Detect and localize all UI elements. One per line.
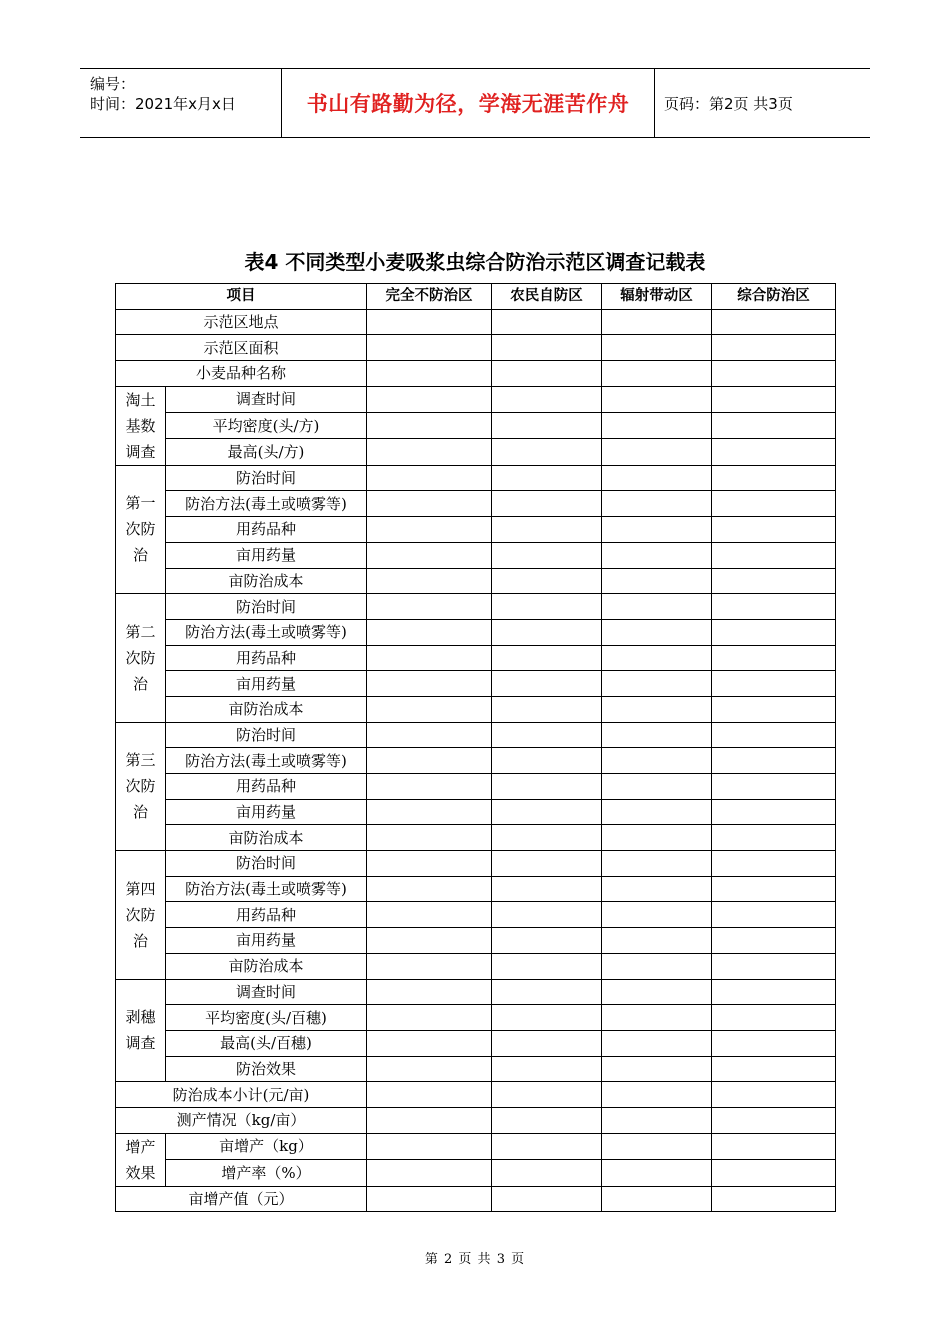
row-label: 示范区地点 — [116, 309, 367, 335]
row-label: 平均密度(头/百穗) — [166, 1005, 367, 1031]
table-cell[interactable] — [492, 799, 602, 825]
table-cell[interactable] — [492, 465, 602, 491]
table-cell[interactable] — [712, 413, 836, 439]
table-cell[interactable] — [712, 902, 836, 928]
table-cell[interactable] — [367, 594, 492, 620]
table-cell[interactable] — [712, 825, 836, 851]
table-row — [116, 722, 836, 748]
row-label: 最高(头/百穗) — [166, 1030, 367, 1056]
table-cell[interactable] — [602, 1030, 712, 1056]
table-cell[interactable] — [367, 825, 492, 851]
table-row — [116, 386, 836, 412]
table-cell[interactable] — [492, 1133, 602, 1160]
table-cell[interactable] — [602, 774, 712, 800]
table-row — [116, 1082, 836, 1108]
table-cell[interactable] — [367, 386, 492, 412]
table-header-row — [116, 284, 836, 310]
table-cell[interactable] — [602, 1005, 712, 1031]
table-cell[interactable] — [492, 594, 602, 620]
table-title: 表4 不同类型小麦吸浆虫综合防治示范区调查记载表 — [244, 250, 706, 274]
table-cell[interactable] — [492, 953, 602, 979]
table-cell[interactable] — [602, 1133, 712, 1160]
table-cell[interactable] — [492, 696, 602, 722]
table-cell[interactable] — [712, 928, 836, 954]
table-cell[interactable] — [602, 671, 712, 697]
table-row — [116, 825, 836, 851]
table-cell[interactable] — [492, 1056, 602, 1082]
table-cell[interactable] — [712, 979, 836, 1005]
table-cell[interactable] — [602, 851, 712, 877]
header-col-1: 完全不防治区 — [367, 284, 492, 310]
table-cell[interactable] — [367, 1082, 492, 1108]
header-col-4: 综合防治区 — [712, 284, 836, 310]
table-cell[interactable] — [367, 335, 492, 361]
table-row — [116, 413, 836, 439]
table-row — [116, 619, 836, 645]
table-row — [116, 542, 836, 568]
table-cell[interactable] — [712, 1082, 836, 1108]
row-label: 小麦品种名称 — [116, 361, 367, 387]
table-cell[interactable] — [492, 1030, 602, 1056]
table-row — [116, 902, 836, 928]
table-row — [116, 1107, 836, 1133]
table-cell[interactable] — [367, 722, 492, 748]
table-row — [116, 979, 836, 1005]
table-cell[interactable] — [712, 361, 836, 387]
table-cell[interactable] — [367, 465, 492, 491]
table-cell[interactable] — [712, 491, 836, 517]
table-cell[interactable] — [712, 696, 836, 722]
row-label: 亩用药量 — [166, 671, 367, 697]
table-cell[interactable] — [492, 439, 602, 465]
table-cell[interactable] — [712, 335, 836, 361]
table-cell[interactable] — [602, 619, 712, 645]
row-label: 测产情况（kg/亩） — [116, 1107, 367, 1133]
table-row — [116, 465, 836, 491]
table-cell[interactable] — [712, 386, 836, 412]
table-cell[interactable] — [602, 1056, 712, 1082]
group-label: 第一次防治 — [116, 465, 166, 593]
row-label: 亩用药量 — [166, 799, 367, 825]
group-label: 增产效果 — [116, 1133, 166, 1186]
row-label: 亩增产（kg） — [166, 1133, 367, 1160]
table-cell[interactable] — [712, 542, 836, 568]
table-cell[interactable] — [602, 1082, 712, 1108]
table-cell[interactable] — [712, 722, 836, 748]
table-row — [116, 439, 836, 465]
table-row — [116, 774, 836, 800]
table-cell[interactable] — [492, 386, 602, 412]
table-cell[interactable] — [492, 309, 602, 335]
table-cell[interactable] — [367, 1107, 492, 1133]
table-cell[interactable] — [492, 413, 602, 439]
table-cell[interactable] — [492, 361, 602, 387]
table-cell[interactable] — [712, 1030, 836, 1056]
table-cell[interactable] — [367, 671, 492, 697]
table-cell[interactable] — [602, 1160, 712, 1187]
table-cell[interactable] — [602, 979, 712, 1005]
row-label: 防治方法(毒土或喷雾等) — [166, 748, 367, 774]
group-label: 剥穗调查 — [116, 979, 166, 1082]
row-label: 防治时间 — [166, 851, 367, 877]
table-cell[interactable] — [367, 1030, 492, 1056]
table-cell[interactable] — [492, 542, 602, 568]
table-cell[interactable] — [492, 568, 602, 594]
table-cell[interactable] — [492, 851, 602, 877]
row-label: 防治时间 — [166, 594, 367, 620]
row-label: 最高(头/方) — [166, 439, 367, 465]
group-label: 淘土基数调查 — [116, 386, 166, 465]
table-cell[interactable] — [367, 619, 492, 645]
row-label: 防治方法(毒土或喷雾等) — [166, 619, 367, 645]
table-cell[interactable] — [367, 851, 492, 877]
table-row — [116, 953, 836, 979]
table-cell[interactable] — [492, 1107, 602, 1133]
table-cell[interactable] — [712, 309, 836, 335]
table-cell[interactable] — [602, 491, 712, 517]
row-label: 亩用药量 — [166, 928, 367, 954]
table-cell[interactable] — [712, 1186, 836, 1212]
table-cell[interactable] — [367, 953, 492, 979]
table-cell[interactable] — [367, 309, 492, 335]
group-label: 第三次防治 — [116, 722, 166, 850]
page-indicator — [654, 69, 870, 137]
table-cell[interactable] — [367, 928, 492, 954]
row-label: 用药品种 — [166, 774, 367, 800]
row-label: 示范区面积 — [116, 335, 367, 361]
table-cell[interactable] — [367, 361, 492, 387]
table-row — [116, 568, 836, 594]
table-cell[interactable] — [492, 1005, 602, 1031]
header-item: 项目 — [116, 284, 367, 310]
table-cell[interactable] — [602, 645, 712, 671]
table-cell[interactable] — [602, 542, 712, 568]
table-cell[interactable] — [712, 645, 836, 671]
table-row — [116, 309, 836, 335]
row-label: 防治方法(毒土或喷雾等) — [166, 876, 367, 902]
survey-table — [115, 283, 836, 1212]
table-cell[interactable] — [712, 619, 836, 645]
table-cell[interactable] — [367, 568, 492, 594]
table-cell[interactable] — [492, 979, 602, 1005]
table-cell[interactable] — [492, 671, 602, 697]
header-col-3: 辐射带动区 — [602, 284, 712, 310]
table-cell[interactable] — [367, 1005, 492, 1031]
table-row — [116, 799, 836, 825]
table-row — [116, 851, 836, 877]
table-cell[interactable] — [602, 825, 712, 851]
table-cell[interactable] — [602, 309, 712, 335]
row-label: 防治方法(毒土或喷雾等) — [166, 491, 367, 517]
table-cell[interactable] — [602, 386, 712, 412]
row-label: 调查时间 — [166, 979, 367, 1005]
table-cell[interactable] — [367, 774, 492, 800]
table-cell[interactable] — [367, 1160, 492, 1187]
table-cell[interactable] — [602, 876, 712, 902]
row-label: 亩防治成本 — [166, 825, 367, 851]
page-label: 页码：第2页 共3页 — [664, 94, 793, 113]
row-label: 防治成本小计(元/亩) — [116, 1082, 367, 1108]
table-cell[interactable] — [367, 517, 492, 543]
row-label: 防治时间 — [166, 722, 367, 748]
table-cell[interactable] — [712, 774, 836, 800]
table-cell[interactable] — [602, 748, 712, 774]
group-label: 第二次防治 — [116, 594, 166, 722]
row-label: 防治时间 — [166, 465, 367, 491]
table-cell[interactable] — [712, 953, 836, 979]
table-cell[interactable] — [492, 619, 602, 645]
table-cell[interactable] — [492, 748, 602, 774]
table-cell[interactable] — [367, 799, 492, 825]
table-row — [116, 1005, 836, 1031]
table-row — [116, 928, 836, 954]
table-cell[interactable] — [602, 928, 712, 954]
table-cell[interactable] — [367, 491, 492, 517]
table-cell[interactable] — [367, 748, 492, 774]
table-cell[interactable] — [602, 1186, 712, 1212]
table-cell[interactable] — [712, 594, 836, 620]
table-row — [116, 645, 836, 671]
table-cell[interactable] — [602, 465, 712, 491]
table-cell[interactable] — [492, 825, 602, 851]
table-cell[interactable] — [367, 542, 492, 568]
table-cell[interactable] — [712, 568, 836, 594]
table-cell[interactable] — [367, 696, 492, 722]
table-cell[interactable] — [367, 876, 492, 902]
table-cell[interactable] — [492, 1186, 602, 1212]
table-cell[interactable] — [602, 568, 712, 594]
row-label: 用药品种 — [166, 645, 367, 671]
table-row — [116, 1056, 836, 1082]
table-cell[interactable] — [492, 645, 602, 671]
table-cell[interactable] — [712, 851, 836, 877]
table-cell[interactable] — [492, 774, 602, 800]
table-cell[interactable] — [367, 413, 492, 439]
table-cell[interactable] — [367, 439, 492, 465]
row-label: 用药品种 — [166, 517, 367, 543]
table-cell[interactable] — [602, 799, 712, 825]
header-info — [80, 69, 280, 137]
table-cell[interactable] — [712, 1056, 836, 1082]
table-cell[interactable] — [492, 491, 602, 517]
table-row — [116, 335, 836, 361]
row-label: 防治效果 — [166, 1056, 367, 1082]
table-cell[interactable] — [712, 671, 836, 697]
row-label: 亩增产值（元） — [116, 1186, 367, 1212]
table-cell[interactable] — [602, 439, 712, 465]
table-row — [116, 361, 836, 387]
table-cell[interactable] — [712, 465, 836, 491]
table-cell[interactable] — [492, 1082, 602, 1108]
table-row — [116, 491, 836, 517]
table-cell[interactable] — [712, 1160, 836, 1187]
row-label: 亩防治成本 — [166, 696, 367, 722]
table-cell[interactable] — [492, 517, 602, 543]
row-label: 增产率（%） — [166, 1160, 367, 1187]
table-row — [116, 517, 836, 543]
table-cell[interactable] — [492, 335, 602, 361]
group-label: 第四次防治 — [116, 851, 166, 979]
table-cell[interactable] — [492, 876, 602, 902]
table-cell[interactable] — [492, 902, 602, 928]
table-cell[interactable] — [602, 953, 712, 979]
table-cell[interactable] — [602, 1107, 712, 1133]
table-cell[interactable] — [712, 748, 836, 774]
table-cell[interactable] — [712, 1133, 836, 1160]
header-col-2: 农民自防区 — [492, 284, 602, 310]
table-cell[interactable] — [492, 928, 602, 954]
table-cell[interactable] — [602, 517, 712, 543]
row-label: 平均密度(头/方) — [166, 413, 367, 439]
row-label: 用药品种 — [166, 902, 367, 928]
table-row — [116, 876, 836, 902]
table-cell[interactable] — [602, 696, 712, 722]
table-cell[interactable] — [367, 979, 492, 1005]
row-label: 亩用药量 — [166, 542, 367, 568]
table-cell[interactable] — [602, 722, 712, 748]
table-row — [116, 671, 836, 697]
table-cell[interactable] — [712, 517, 836, 543]
table-row — [116, 748, 836, 774]
table-cell[interactable] — [602, 361, 712, 387]
table-row — [116, 1030, 836, 1056]
table-cell[interactable] — [602, 594, 712, 620]
table-row — [116, 1160, 836, 1187]
table-cell[interactable] — [367, 645, 492, 671]
table-row — [116, 1186, 836, 1212]
table-cell[interactable] — [712, 876, 836, 902]
table-cell[interactable] — [712, 799, 836, 825]
table-cell[interactable] — [367, 1186, 492, 1212]
table-cell[interactable] — [367, 1133, 492, 1160]
page-header — [80, 68, 870, 138]
table-row — [116, 594, 836, 620]
table-row — [116, 1133, 836, 1160]
table-cell[interactable] — [492, 722, 602, 748]
code-label: 编号： — [90, 75, 136, 93]
table-cell[interactable] — [602, 413, 712, 439]
table-cell[interactable] — [367, 1056, 492, 1082]
table-cell[interactable] — [367, 902, 492, 928]
table-row — [116, 696, 836, 722]
row-label: 亩防治成本 — [166, 953, 367, 979]
table-cell[interactable] — [712, 439, 836, 465]
table-cell[interactable] — [492, 1160, 602, 1187]
page-footer: 第 2 页 共 3 页 — [424, 1252, 526, 1267]
row-label: 亩防治成本 — [166, 568, 367, 594]
table-cell[interactable] — [712, 1107, 836, 1133]
time-label: 时间：2021年x月x日 — [90, 95, 236, 113]
table-cell[interactable] — [712, 1005, 836, 1031]
table-cell[interactable] — [602, 335, 712, 361]
row-label: 调查时间 — [166, 386, 367, 412]
motto: 书山有路勤为径，学海无涯苦作舟 — [281, 69, 655, 137]
table-cell[interactable] — [602, 902, 712, 928]
